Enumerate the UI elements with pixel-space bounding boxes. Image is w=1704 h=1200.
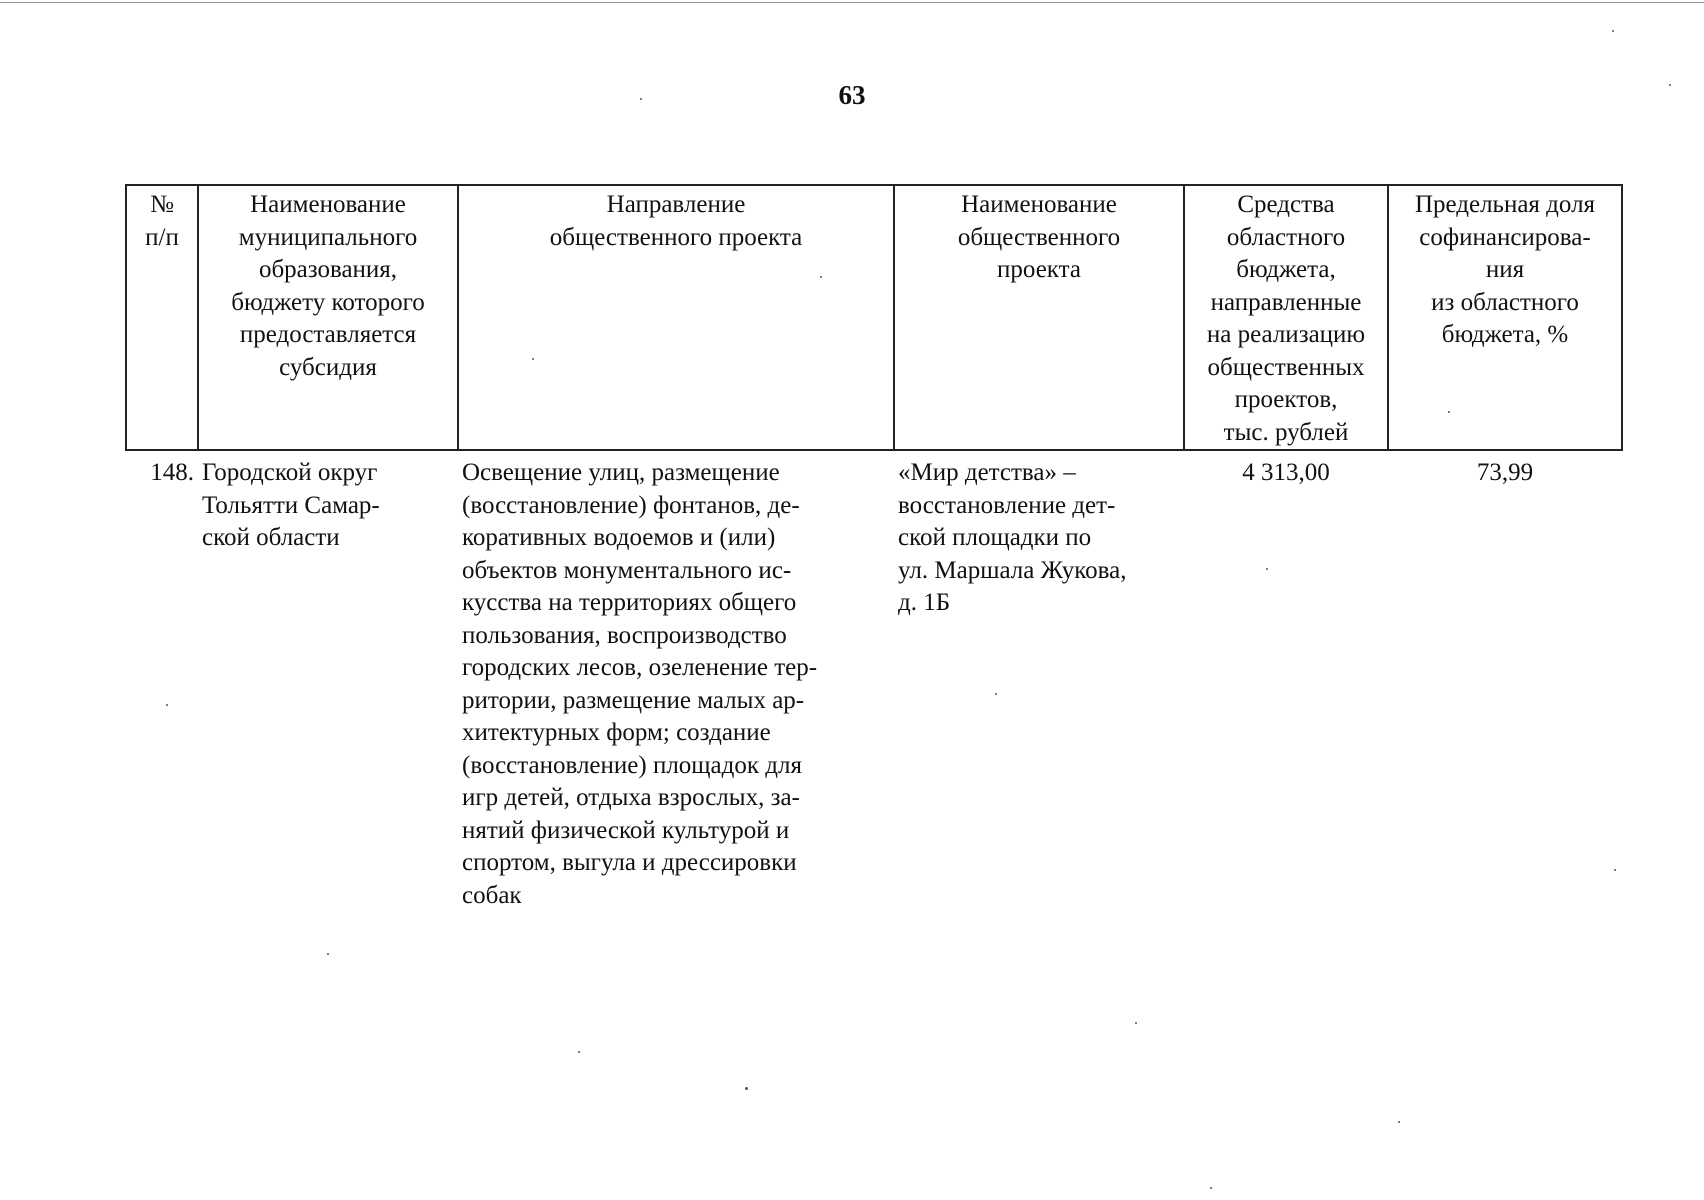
subsidy-table xyxy=(125,184,1623,912)
cell-cofinancing-share: 73,99 xyxy=(1476,459,1534,486)
header-direction: Направление общественного проекта xyxy=(458,185,894,450)
cell-direction: Освещение улиц, размещение (восстановление) фонтанов, де- коративных водоемов и (или) объектов монументального ис- кусства на территориях общего пользования, воспроизводство городских лесов, озеленение тер- ритории, размещение малых ар- хитектурных форм; создание (восстановление) площадок для игр детей, отдыха взрослых, за- нятий физической культурой и спортом, выгула и дрессировки собак xyxy=(462,459,818,909)
table-header-row xyxy=(126,185,1622,450)
header-project-name: Наименование общественного проекта xyxy=(894,185,1184,450)
cell-municipality: Городской округ Тольятти Самар- ской области xyxy=(202,459,380,551)
header-cofinancing-share: Предельная доля софинансирова- ния из областного бюджета, % xyxy=(1388,185,1622,450)
header-number: № п/п xyxy=(126,185,198,450)
cell-project-name: «Мир детства» – восстановление дет- ской площадки по ул. Маршала Жукова, д. 1Б xyxy=(898,459,1127,616)
cell-number: 148. xyxy=(150,459,194,486)
table-row xyxy=(126,450,1622,912)
table-body xyxy=(126,450,1622,912)
header-municipality: Наименование муниципального образования, бюджету которого предоставляется субсидия xyxy=(198,185,458,450)
header-budget-funds: Средства областного бюджета, направленные на реализацию общественных проектов, тыс. рублей xyxy=(1184,185,1388,450)
cell-budget-funds: 4 313,00 xyxy=(1242,459,1330,486)
page-top-border xyxy=(0,2,1704,3)
page-number: 63 xyxy=(838,80,866,110)
